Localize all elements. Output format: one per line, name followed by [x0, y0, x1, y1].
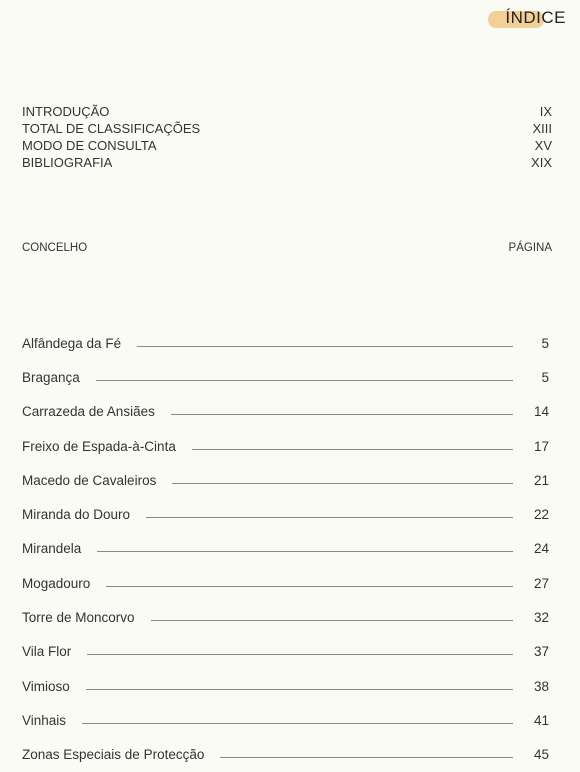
- intro-row[interactable]: [22, 120, 552, 137]
- toc-entry-name: Vinhais: [22, 712, 67, 728]
- toc-entry-page: 27: [533, 575, 549, 591]
- toc-entry-name: Mirandela: [22, 541, 82, 557]
- toc-entry[interactable]: [22, 463, 549, 497]
- toc-entry[interactable]: [22, 635, 549, 669]
- toc-entry[interactable]: [22, 703, 549, 737]
- toc-entry[interactable]: [22, 395, 549, 429]
- leader-line: [172, 483, 513, 484]
- leader-line: [151, 620, 513, 621]
- toc-entry[interactable]: [22, 669, 549, 703]
- toc-entry-name: Mogadouro: [22, 575, 91, 591]
- leader-line: [220, 757, 513, 758]
- intro-label: BIBLIOGRAFIA: [22, 155, 113, 170]
- toc-entry-page: 24: [533, 541, 549, 557]
- column-headers: [22, 242, 552, 254]
- intro-page: XV: [534, 138, 552, 153]
- intro-row[interactable]: [22, 137, 552, 154]
- leader-line: [137, 346, 513, 347]
- toc-entry-name: Miranda do Douro: [22, 507, 131, 523]
- toc-entry-name: Alfândega da Fé: [22, 335, 122, 351]
- leader-line: [171, 414, 513, 415]
- toc-entry-page: 45: [533, 747, 549, 763]
- toc-entry[interactable]: [22, 532, 549, 566]
- toc-entry-name: Torre de Moncorvo: [22, 610, 135, 626]
- column-header-concelho: CONCELHO: [22, 242, 88, 254]
- toc-entry-page: 38: [533, 678, 549, 694]
- toc-entry-page: 17: [533, 438, 549, 454]
- leader-line: [97, 551, 513, 552]
- page-title: ÍNDICE: [505, 8, 566, 27]
- toc-entry[interactable]: [22, 600, 549, 634]
- leader-line: [146, 517, 513, 518]
- intro-list: [22, 103, 552, 171]
- column-header-pagina: PÁGINA: [508, 242, 552, 254]
- leader-line: [96, 380, 513, 381]
- intro-row[interactable]: [22, 103, 552, 120]
- toc-entry[interactable]: [22, 360, 549, 394]
- leader-line: [192, 449, 513, 450]
- toc-entry[interactable]: [22, 497, 549, 531]
- toc-entry-page: 22: [533, 507, 549, 523]
- intro-label: INTRODUÇÃO: [22, 104, 110, 119]
- toc-entry-page: 21: [533, 472, 549, 488]
- toc-entry[interactable]: [22, 429, 549, 463]
- toc-entry[interactable]: [22, 566, 549, 600]
- toc-entry-name: Vila Flor: [22, 644, 72, 660]
- leader-line: [86, 689, 513, 690]
- toc-entry-page: 5: [541, 335, 549, 351]
- intro-page: XIX: [531, 155, 552, 170]
- toc-entry-page: 5: [541, 369, 549, 385]
- toc-entry-name: Freixo de Espada-à-Cinta: [22, 438, 176, 454]
- toc-entry-page: 32: [533, 610, 549, 626]
- toc-entry-name: Bragança: [22, 369, 80, 385]
- toc-entry[interactable]: [22, 326, 549, 360]
- intro-label: TOTAL DE CLASSIFICAÇÕES: [22, 121, 201, 136]
- leader-line: [82, 723, 513, 724]
- intro-row[interactable]: [22, 154, 552, 171]
- intro-page: XIII: [532, 121, 552, 136]
- toc-entry-name: Macedo de Cavaleiros: [22, 472, 157, 488]
- toc-entry-name: Zonas Especiais de Protecção: [22, 747, 205, 763]
- intro-label: MODO DE CONSULTA: [22, 138, 157, 153]
- leader-line: [87, 654, 513, 655]
- toc-entry-name: Carrazeda de Ansiães: [22, 404, 155, 420]
- toc-entry-name: Vimioso: [22, 678, 70, 694]
- leader-line: [106, 586, 513, 587]
- toc-entry-page: 37: [533, 644, 549, 660]
- toc-entry-page: 14: [533, 404, 549, 420]
- toc-entry[interactable]: [22, 738, 549, 772]
- toc-entry-page: 41: [533, 712, 549, 728]
- toc-entries: [22, 326, 549, 772]
- intro-page: IX: [539, 104, 552, 119]
